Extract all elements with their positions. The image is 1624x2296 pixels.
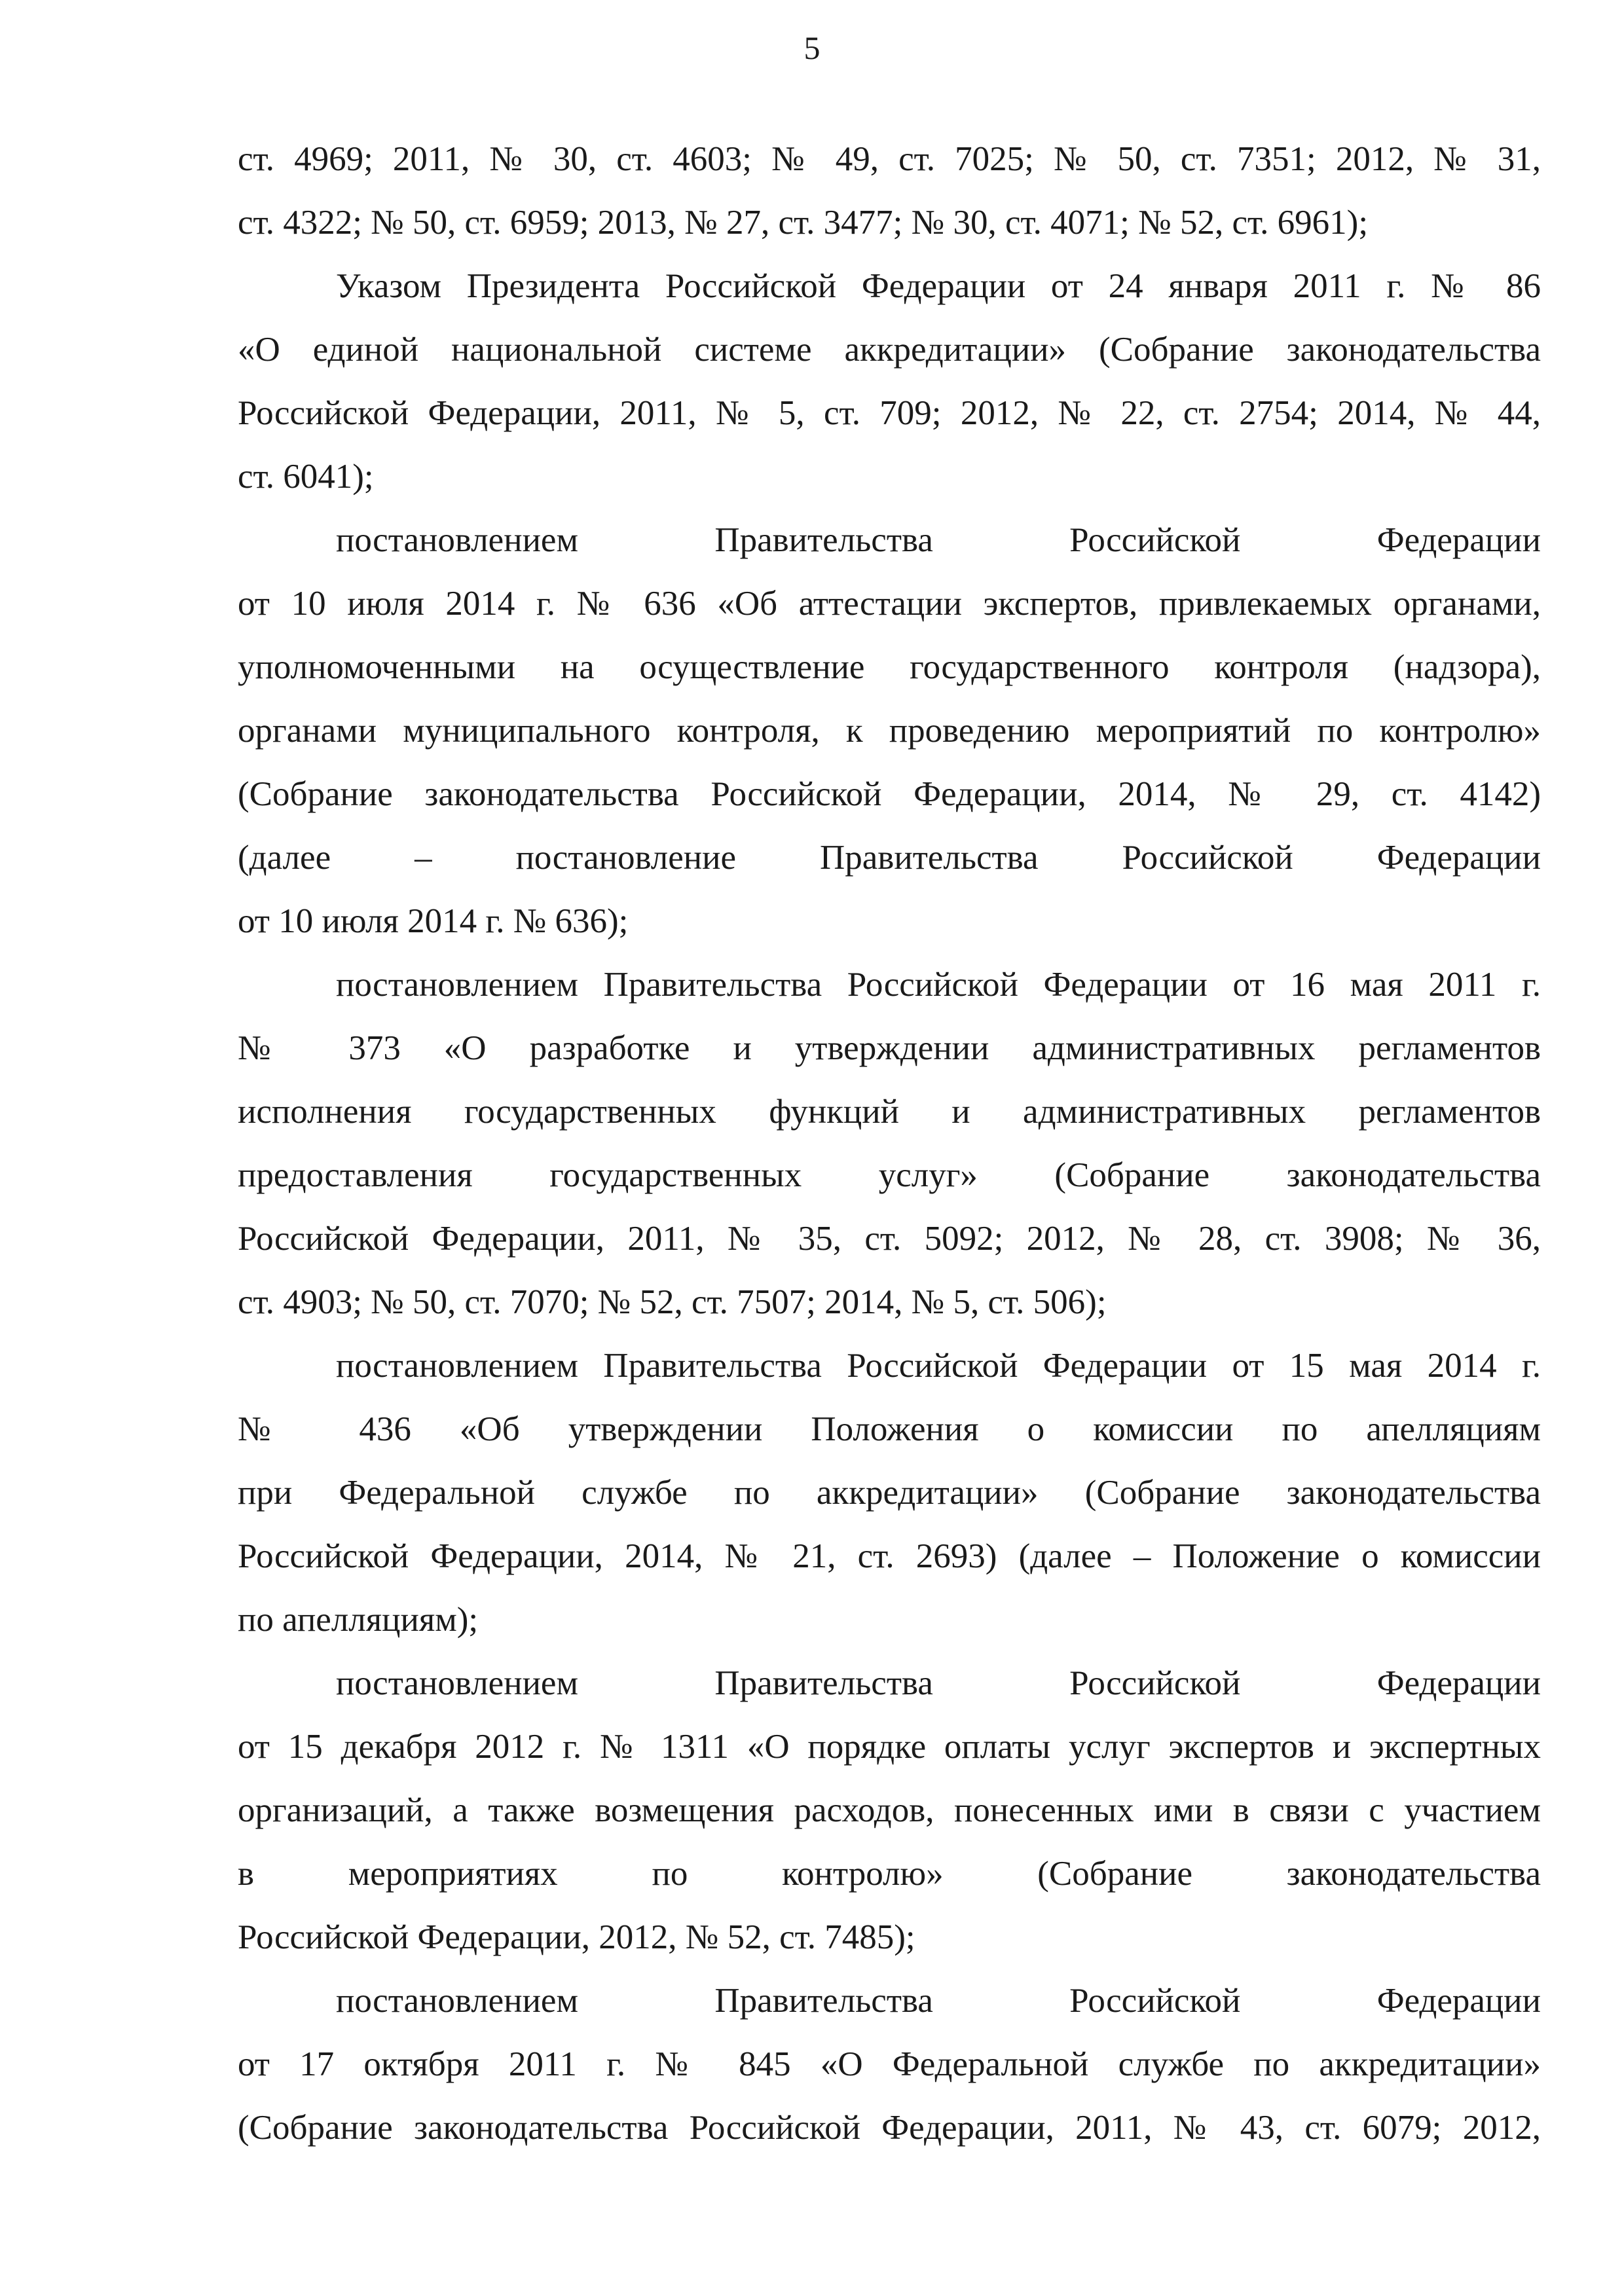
paragraph-resolution-436 [238, 1334, 1541, 1652]
paragraph-presidential-decree [238, 255, 1541, 509]
paragraph-citation-continuation [238, 128, 1541, 255]
text-line: предоставления государственных услуг» (Собрание законодательства [238, 1156, 1541, 1194]
text-line: ст. 4322; № 50, ст. 6959; 2013, № 27, ст. 3477; № 30, ст. 4071; № 52, ст. 6961); [238, 204, 1369, 242]
page-number: 5 [803, 29, 821, 66]
paragraph-resolution-1311 [238, 1652, 1541, 1969]
text-line: № 373 «О разработке и утверждении административных регламентов [238, 1029, 1541, 1067]
text-line: Российской Федерации, 2014, № 21, ст. 2693) (далее – Положение о комиссии [238, 1537, 1541, 1575]
text-line: Российской Федерации, 2011, № 5, ст. 709; 2012, № 22, ст. 2754; 2014, № 44, [238, 394, 1541, 432]
text-line: «О единой национальной системе аккредитации» (Собрание законодательства [238, 331, 1541, 369]
text-line: уполномоченными на осуществление государственного контроля (надзора), [238, 648, 1541, 686]
text-line: постановлением Правительства Российской Федерации от 15 мая 2014 г. [336, 1347, 1541, 1385]
text-line: ст. 6041); [238, 458, 374, 496]
document-body [238, 128, 1541, 2160]
text-line: (Собрание законодательства Российской Федерации, 2014, № 29, ст. 4142) [238, 775, 1541, 813]
text-line: по апелляциям); [238, 1601, 479, 1639]
paragraph-resolution-845 [238, 1969, 1541, 2160]
text-line: постановлением Правительства Российской Федерации [336, 1982, 1541, 2020]
paragraph-resolution-636 [238, 509, 1541, 953]
text-line: Российской Федерации, 2012, № 52, ст. 7485); [238, 1918, 915, 1956]
text-line: № 436 «Об утверждении Положения о комиссии по апелляциям [238, 1410, 1541, 1448]
text-line: постановлением Правительства Российской Федерации [336, 521, 1541, 559]
text-line: постановлением Правительства Российской Федерации от 16 мая 2011 г. [336, 966, 1541, 1004]
text-line: при Федеральной службе по аккредитации» (Собрание законодательства [238, 1474, 1541, 1512]
text-line: от 10 июля 2014 г. № 636 «Об аттестации экспертов, привлекаемых органами, [238, 585, 1541, 623]
text-line: ст. 4903; № 50, ст. 7070; № 52, ст. 7507; 2014, № 5, ст. 506); [238, 1283, 1107, 1321]
text-line: организаций, а также возмещения расходов, понесенных ими в связи с участием [238, 1791, 1541, 1829]
text-line: (Собрание законодательства Российской Федерации, 2011, № 43, ст. 6079; 2012, [238, 2109, 1541, 2147]
text-line: в мероприятиях по контролю» (Собрание законодательства [238, 1855, 1541, 1893]
text-line: от 10 июля 2014 г. № 636); [238, 902, 629, 940]
paragraph-resolution-373 [238, 953, 1541, 1334]
text-line: Указом Президента Российской Федерации от 24 января 2011 г. № 86 [336, 267, 1541, 305]
text-line: постановлением Правительства Российской Федерации [336, 1664, 1541, 1702]
text-line: Российской Федерации, 2011, № 35, ст. 5092; 2012, № 28, ст. 3908; № 36, [238, 1220, 1541, 1258]
text-line: органами муниципального контроля, к проведению мероприятий по контролю» [238, 712, 1541, 750]
text-line: от 17 октября 2011 г. № 845 «О Федеральной службе по аккредитации» [238, 2045, 1541, 2083]
text-line: от 15 декабря 2012 г. № 1311 «О порядке оплаты услуг экспертов и экспертных [238, 1728, 1541, 1766]
text-line: ст. 4969; 2011, № 30, ст. 4603; № 49, ст. 7025; № 50, ст. 7351; 2012, № 31, [238, 140, 1541, 178]
text-line: (далее – постановление Правительства Российской Федерации [238, 839, 1541, 877]
text-line: исполнения государственных функций и административных регламентов [238, 1093, 1541, 1131]
